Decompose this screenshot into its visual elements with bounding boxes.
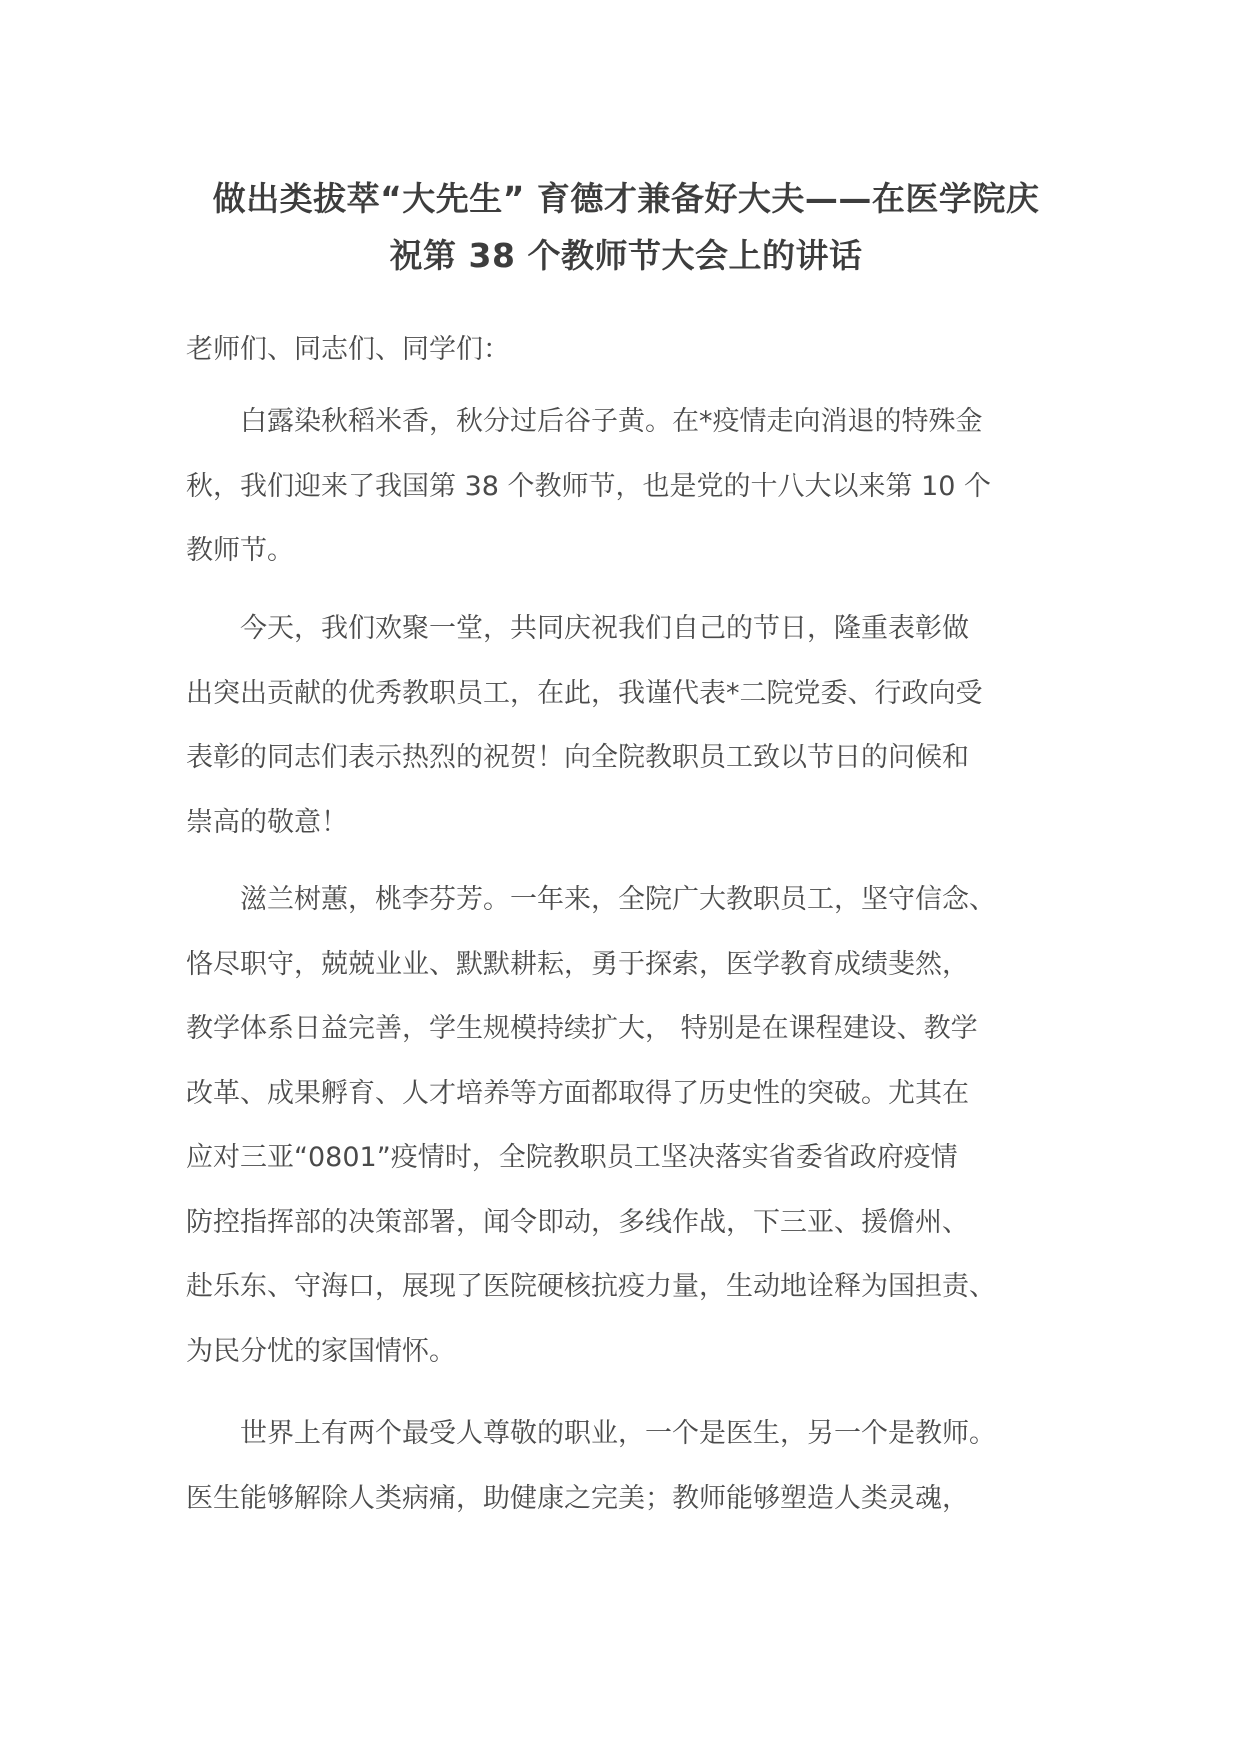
paragraph-line: 医生能够解除人类病痛，助健康之完美；教师能够塑造人类灵魂， xyxy=(186,1482,969,1514)
paragraph-line: 崇高的敬意！ xyxy=(186,806,348,838)
paragraph-line: 为民分忧的家国情怀。 xyxy=(186,1335,456,1367)
paragraph-line: 滋兰树蕙，桃李芬芳。一年来，全院广大教职员工，坚守信念、 xyxy=(240,884,996,915)
paragraph-2 xyxy=(186,597,1066,855)
paragraph-line: 今天，我们欢聚一堂，共同庆祝我们自己的节日，隆重表彰做 xyxy=(240,613,969,644)
paragraph-line: 防控指挥部的决策部署，闻令即动，多线作战，下三亚、援儋州、 xyxy=(186,1206,969,1238)
paragraph-line: 教师节。 xyxy=(186,535,294,566)
paragraph-line: 恪尽职守，兢兢业业、默默耕耘，勇于探索，医学教育成绩斐然， xyxy=(186,948,969,980)
paragraph-line: 出突出贡献的优秀教职员工，在此，我谨代表*二院党委、行政向受 xyxy=(186,677,983,709)
document-title xyxy=(176,170,1076,284)
salutation: 老师们、同志们、同学们： xyxy=(186,334,510,365)
paragraph-line: 教学体系日益完善，学生规模持续扩大， 特别是在课程建设、教学 xyxy=(186,1013,978,1044)
paragraph-4 xyxy=(186,1402,1066,1531)
title-line-2: 祝第 38 个教师节大会上的讲话 xyxy=(389,236,863,275)
title-line-1: 做出类拔萃“大先生” 育德才兼备好大夫——在医学院庆 xyxy=(212,179,1040,218)
paragraph-line: 改革、成果孵育、人才培养等方面都取得了历史性的突破。尤其在 xyxy=(186,1077,969,1109)
paragraph-line: 赴乐东、守海口，展现了医院硬核抗疫力量，生动地诠释为国担责、 xyxy=(186,1271,996,1302)
paragraph-3 xyxy=(186,868,1066,1384)
paragraph-line: 白露染秋稻米香，秋分过后谷子黄。在*疫情走向消退的特殊金 xyxy=(240,406,983,437)
paragraph-line: 表彰的同志们表示热烈的祝贺！向全院教职员工致以节日的问候和 xyxy=(186,742,969,773)
paragraph-line: 秋，我们迎来了我国第 38 个教师节，也是党的十八大以来第 10 个 xyxy=(186,470,992,502)
paragraph-1 xyxy=(186,390,1066,584)
paragraph-line: 世界上有两个最受人尊敬的职业，一个是医生，另一个是教师。 xyxy=(240,1418,996,1449)
paragraph-line: 应对三亚“0801”疫情时，全院教职员工坚决落实省委省政府疫情 xyxy=(186,1142,958,1173)
